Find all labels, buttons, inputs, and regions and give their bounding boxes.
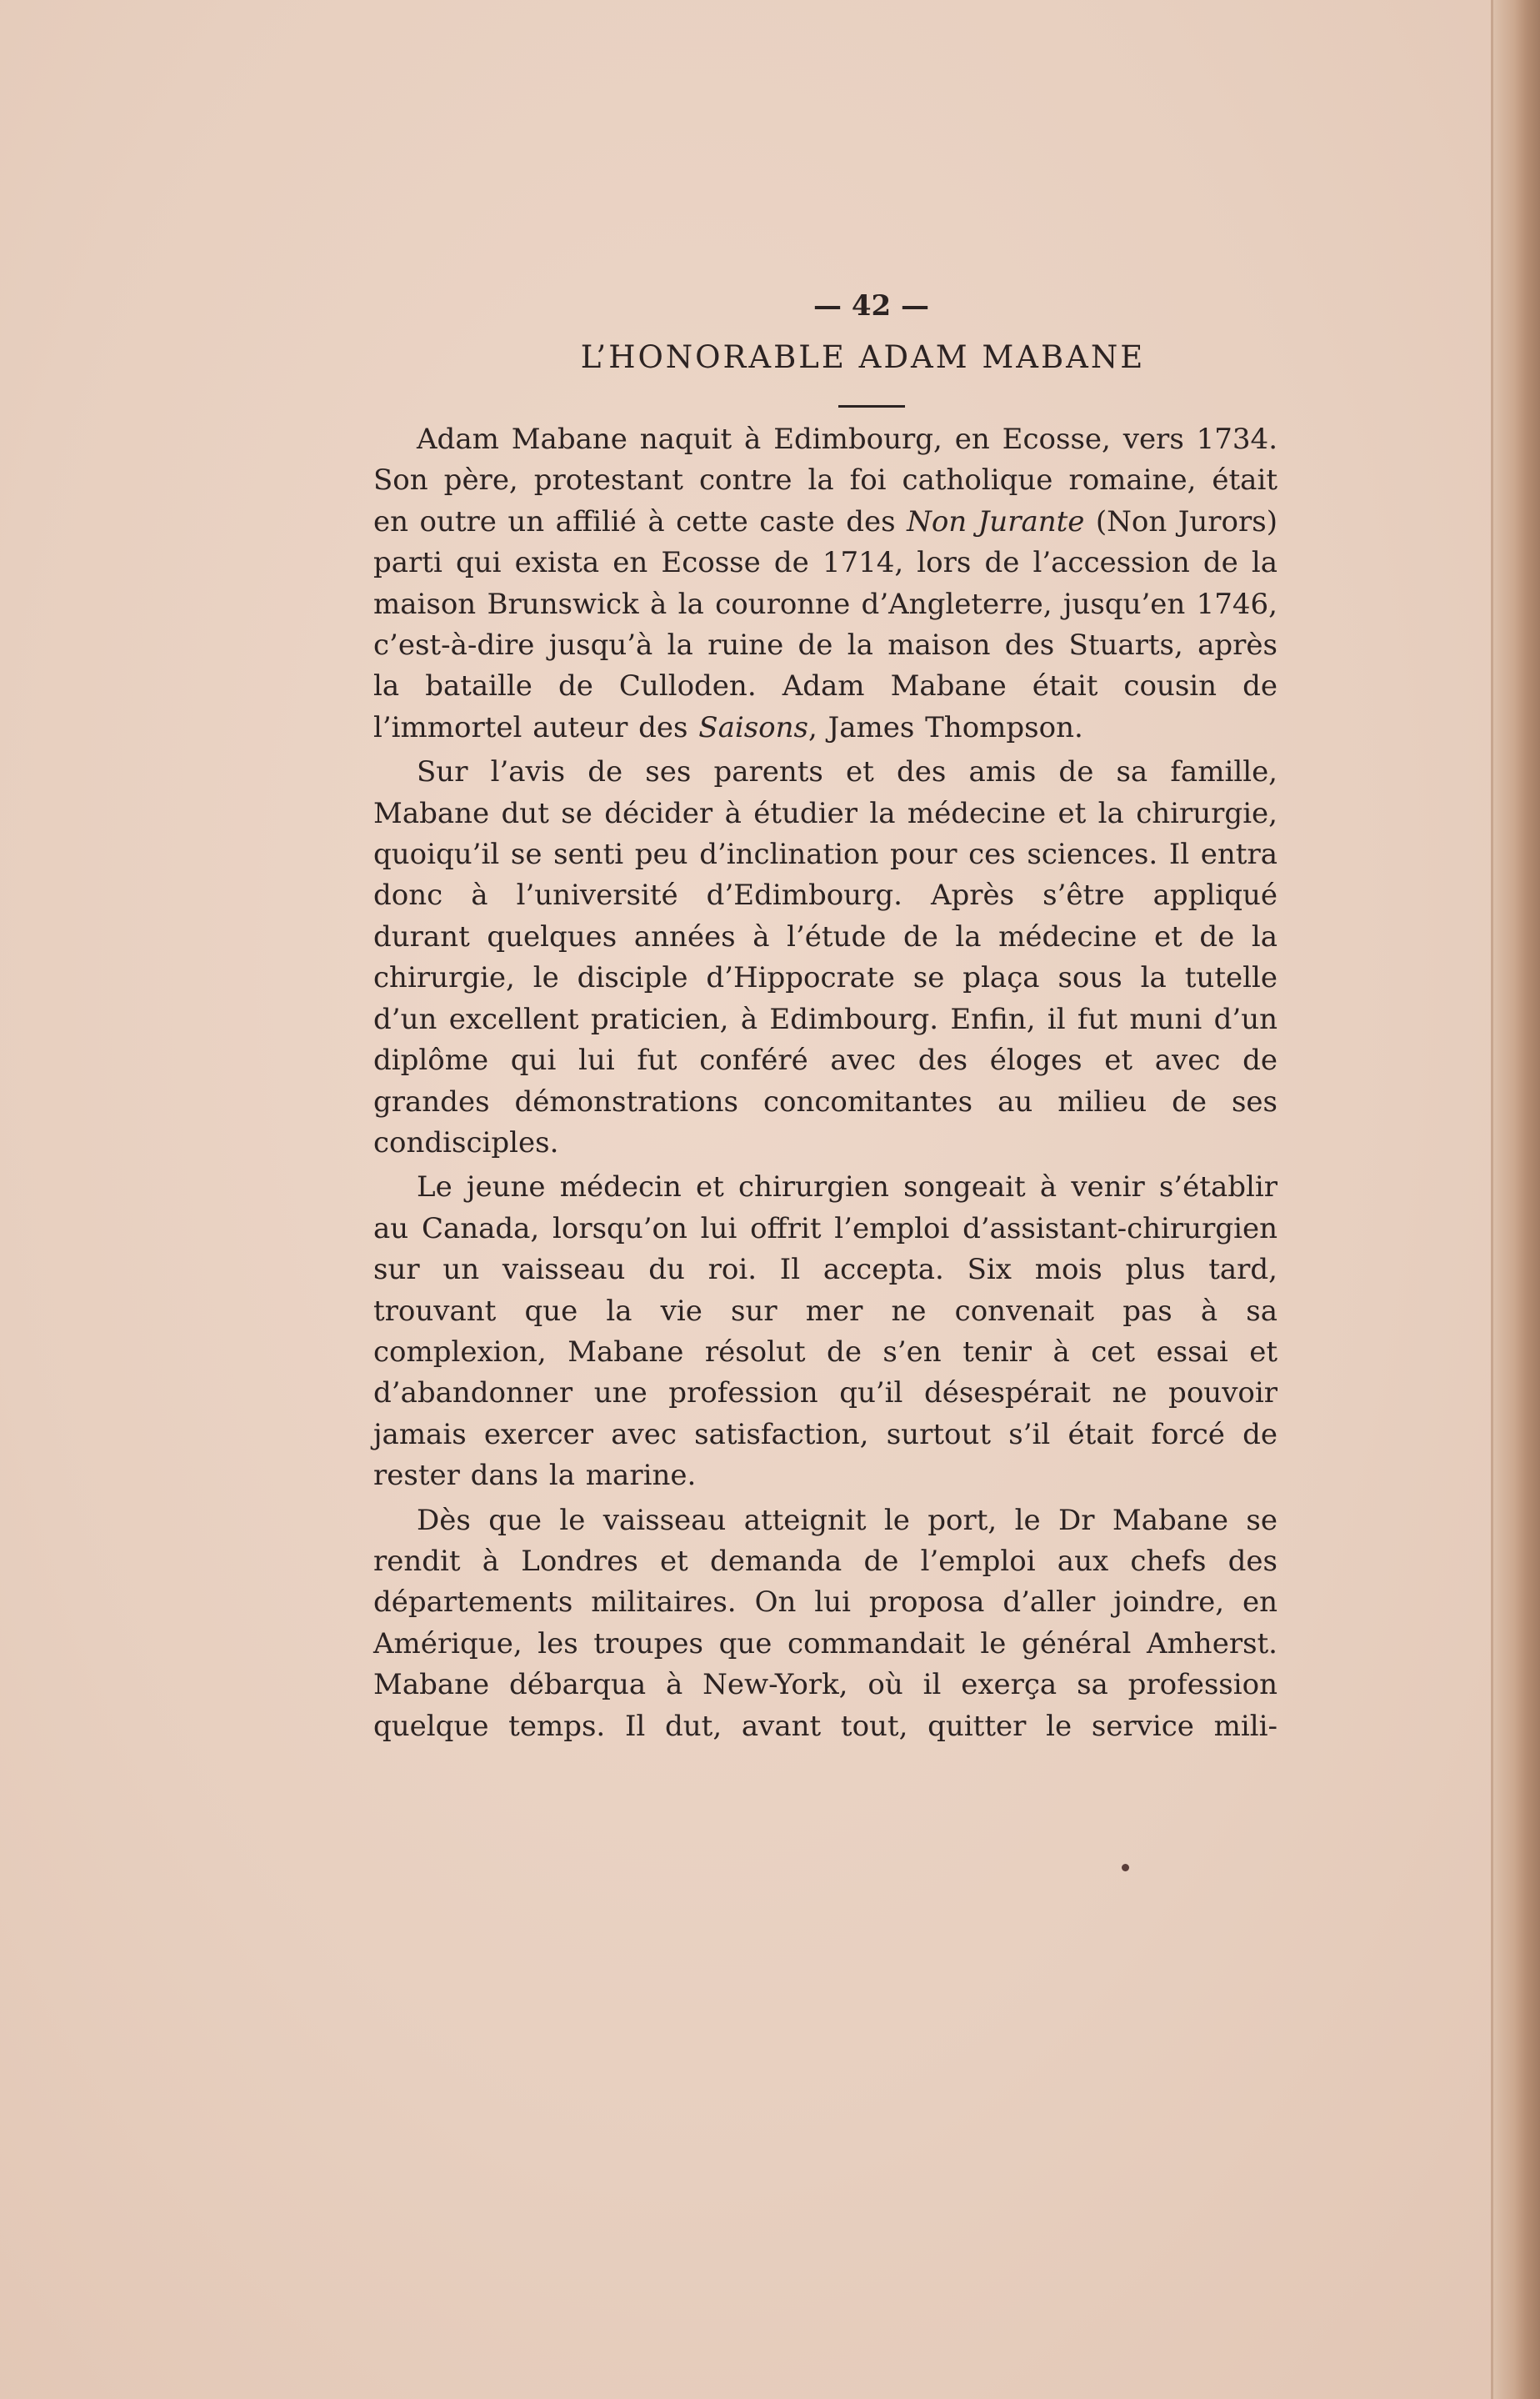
page-number: — 42 — xyxy=(813,289,929,323)
chapter-title: L’HONORABLE ADAM MABANE xyxy=(580,339,1146,375)
ink-speck xyxy=(1122,1864,1129,1871)
paragraph-2: Sur l’avis de ses parents et des amis de sa famille, Mabane dut se décider à étudier la médecine et la chirurgie, quoiqu’il se senti peu d’inclination pour ces sciences. Il entra donc à l’université d’Edimbourg. Après s’être appliqué durant quelques années à l’étude de la médecine et de la chirurgie, le disciple d’Hippocrate se plaça sous la tutelle d’un excellent praticien, à Edimbourg. Enfin, il fut muni d’un diplôme qui lui fut conféré avec des éloges et avec de grandes démonstrations concomitantes au milieu de ses condisciples. xyxy=(373,755,1278,1159)
page-edge xyxy=(1493,0,1540,2399)
text-block xyxy=(373,283,1278,1750)
paragraph-1-emphasis: Non Jurante xyxy=(907,504,1085,538)
paragraph-4: Dès que le vaisseau atteignit le port, le Dr Mabane se rendit à Londres et demanda de l’emploi aux chefs des départements militaires. On lui proposa d’aller joindre, en Amérique, les troupes que commandait le général Amherst. Mabane débarqua à New-York, où il exerça sa profession quelque temps. Il dut, avant tout, quitter le service mili- xyxy=(373,1503,1278,1743)
paragraph-1-part-1: Adam Mabane naquit à Edimbourg, en Ecosse, vers 1734. Son père, protestant contre la foi catholique romaine, était en outre un affilié à cette caste des xyxy=(373,423,1278,538)
paragraph-1-emphasis-2: Saisons xyxy=(698,710,808,744)
title-rule xyxy=(838,405,905,408)
paragraph-3: Le jeune médecin et chirurgien songeait à venir s’établir au Canada, lorsqu’on lui offrit l’emploi d’assistant-chirurgien sur un vaisseau du roi. Il accepta. Six mois plus tard, trouvant que la vie sur mer ne convenait pas à sa complexion, Mabane résolut de s’en tenir à cet essai et d’abandonner une profession qu’il désespérait ne pouvoir jamais exercer avec satisfaction, surtout s’il était forcé de rester dans la marine. xyxy=(373,1170,1278,1493)
paragraph-1-part-2: (Non Jurors) parti qui exista en Ecosse de 1714, lors de l’accession de la maison Brunswick à la couronne d’Angleterre, jusqu’en 1746, c’est-à-dire jusqu’à la ruine de la maison des Stuarts, après la bataille de Culloden. Adam Mabane était cousin de l’immortel auteur des xyxy=(373,504,1278,744)
paragraph-1-part-3: , James Thompson. xyxy=(808,710,1083,744)
paragraph-1 xyxy=(373,419,1278,749)
